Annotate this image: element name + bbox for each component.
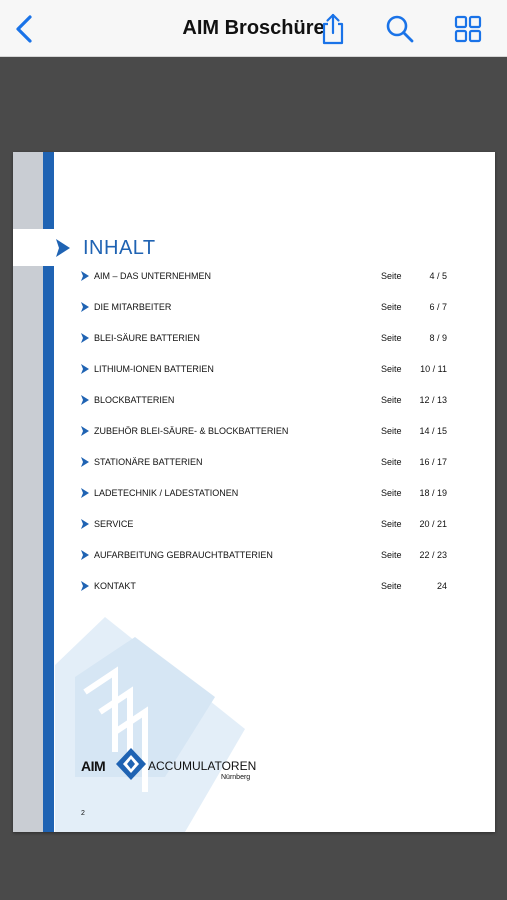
toc-arrow-icon xyxy=(81,426,89,436)
toc-item[interactable] xyxy=(81,487,481,501)
toc-item-label: STATIONÄRE BATTERIEN xyxy=(94,457,203,467)
toc-arrow-icon xyxy=(81,550,89,560)
toc-item-pages: 18 / 19 xyxy=(419,488,447,498)
logo-name: ACCUMULATOREN xyxy=(148,759,257,773)
share-button[interactable] xyxy=(316,12,350,46)
toc-item[interactable] xyxy=(81,580,481,594)
toc-item-label: DIE MITARBEITER xyxy=(94,302,172,312)
toc-item-pages: 22 / 23 xyxy=(419,550,447,560)
back-button[interactable] xyxy=(8,12,42,46)
toc-arrow-icon xyxy=(81,333,89,343)
toc-item-label: SERVICE xyxy=(94,519,134,529)
toc-item[interactable] xyxy=(81,425,481,439)
page-title: AIM Broschüre xyxy=(182,17,325,39)
toc-arrow-icon xyxy=(81,395,89,405)
chevron-left-icon xyxy=(8,12,42,46)
toc-item[interactable] xyxy=(81,518,481,532)
toc-item-pages: 6 / 7 xyxy=(429,302,447,312)
toc-arrow-icon xyxy=(81,302,89,312)
toc-heading: INHALT xyxy=(83,237,156,259)
page-number: 2 xyxy=(81,810,85,817)
toc-item-pages: 10 / 11 xyxy=(420,364,447,374)
toc-item-seite: Seite xyxy=(381,581,402,591)
toc-item-pages: 14 / 15 xyxy=(419,426,447,436)
toc-item-pages: 4 / 5 xyxy=(429,271,447,281)
search-button[interactable] xyxy=(383,12,417,46)
toc-item-seite: Seite xyxy=(381,457,402,467)
toc-item-label: BLEI-SÄURE BATTERIEN xyxy=(94,333,200,343)
toc-item[interactable] xyxy=(81,549,481,563)
toc-arrow-icon xyxy=(81,271,89,281)
logo-mark-icon xyxy=(116,748,146,780)
share-icon xyxy=(316,12,350,46)
toc-item-pages: 20 / 21 xyxy=(419,519,447,529)
toc-item-seite: Seite xyxy=(381,271,402,281)
logo-city: Nürnberg xyxy=(221,774,251,781)
grid-icon xyxy=(451,12,485,46)
navigation-bar xyxy=(0,0,507,57)
toc-arrow-icon xyxy=(81,364,89,374)
toc-item[interactable] xyxy=(81,301,481,315)
heading-arrow-icon xyxy=(56,239,70,257)
grid-button[interactable] xyxy=(451,12,485,46)
toc-item-label: ZUBEHÖR BLEI-SÄURE- & BLOCKBATTERIEN xyxy=(94,426,289,436)
toc-item[interactable] xyxy=(81,270,481,284)
toc-item-pages: 12 / 13 xyxy=(419,395,447,405)
toc-item-seite: Seite xyxy=(381,395,402,405)
toc-item[interactable] xyxy=(81,456,481,470)
toc-item-label: LITHIUM-IONEN BATTERIEN xyxy=(94,364,214,374)
toc-item-pages: 24 xyxy=(436,581,447,591)
toc-item-label: AUFARBEITUNG GEBRAUCHTBATTERIEN xyxy=(94,550,273,560)
toc-item[interactable] xyxy=(81,332,481,346)
document-page[interactable] xyxy=(13,152,495,832)
toc-arrow-icon xyxy=(81,519,89,529)
logo-brand: AIM xyxy=(81,758,106,774)
toc-item[interactable] xyxy=(81,363,481,377)
toc-item[interactable] xyxy=(81,394,481,408)
company-logo xyxy=(81,748,271,788)
toc-item-seite: Seite xyxy=(381,333,402,343)
toc-item-pages: 8 / 9 xyxy=(429,333,447,343)
toc-item-seite: Seite xyxy=(381,426,402,436)
toc-arrow-icon xyxy=(81,488,89,498)
search-icon xyxy=(383,12,417,46)
toc-item-seite: Seite xyxy=(381,364,402,374)
toc-arrow-icon xyxy=(81,581,89,591)
toc-item-seite: Seite xyxy=(381,550,402,560)
decorative-diamond-graphic xyxy=(55,617,245,832)
toc-item-label: KONTAKT xyxy=(94,581,136,591)
toc-item-label: BLOCKBATTERIEN xyxy=(94,395,175,405)
toc-item-label: LADETECHNIK / LADESTATIONEN xyxy=(94,488,239,498)
toc-item-pages: 16 / 17 xyxy=(419,457,447,467)
toc-item-seite: Seite xyxy=(381,519,402,529)
toc-item-seite: Seite xyxy=(381,488,402,498)
toc-item-label: AIM – DAS UNTERNEHMEN xyxy=(94,271,212,281)
toc-arrow-icon xyxy=(81,457,89,467)
toc-item-seite: Seite xyxy=(381,302,402,312)
